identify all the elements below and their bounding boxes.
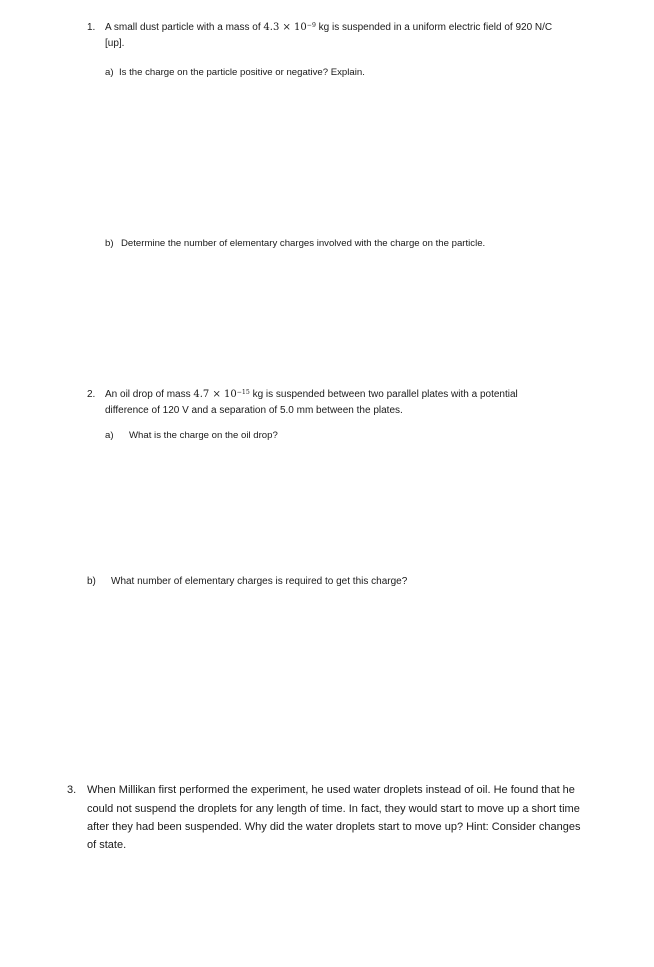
question-2-text-after: kg is suspended between two parallel plates with a potential [249, 389, 518, 400]
question-1-mass-value [263, 22, 316, 33]
question-1b-label: b) [105, 238, 114, 249]
question-1-text-before: A small dust particle with a mass of [105, 22, 264, 33]
question-2-mass-value [193, 389, 249, 400]
question-3-number: 3. [67, 784, 77, 796]
question-1-text-line-1 [105, 22, 552, 33]
question-2b-label: b) [87, 576, 96, 587]
question-1a-text: Is the charge on the particle positive or negative? Explain. [119, 67, 365, 78]
question-2-text-line-1 [105, 389, 518, 400]
question-2-text-line-2: difference of 120 V and a separation of 5.0 mm between the plates. [105, 405, 403, 416]
mass-coefficient: 4.7 × 10 [193, 389, 237, 400]
question-1-text-line-2: [up]. [105, 38, 125, 49]
question-1-text-after: kg is suspended in a uniform electric field of 920 N/C [315, 22, 553, 33]
question-2-text-before: An oil drop of mass [105, 389, 194, 400]
question-3-text-line-3: after they had been suspended. Why did the water droplets start to move up? Hint: Consider changes [87, 821, 581, 833]
question-2b-text: What number of elementary charges is required to get this charge? [111, 576, 408, 587]
question-3-text-line-4: of state. [87, 839, 127, 851]
question-3-text-line-1: When Millikan first performed the experiment, he used water droplets instead of oil. He found that he [87, 784, 575, 796]
question-1b-text: Determine the number of elementary charges involved with the charge on the particle. [121, 238, 486, 249]
mass-exponent: −9 [306, 21, 316, 29]
question-3-text-line-2: could not suspend the droplets for any length of time. In fact, they would start to move up a short time [87, 803, 580, 815]
mass-exponent: −15 [236, 388, 250, 396]
question-1a-label: a) [105, 67, 114, 78]
question-1-number: 1. [87, 22, 96, 33]
mass-coefficient: 4.3 × 10 [263, 22, 307, 33]
question-2a-text: What is the charge on the oil drop? [129, 430, 278, 441]
question-2-number: 2. [87, 389, 96, 400]
question-2a-label: a) [105, 430, 114, 441]
